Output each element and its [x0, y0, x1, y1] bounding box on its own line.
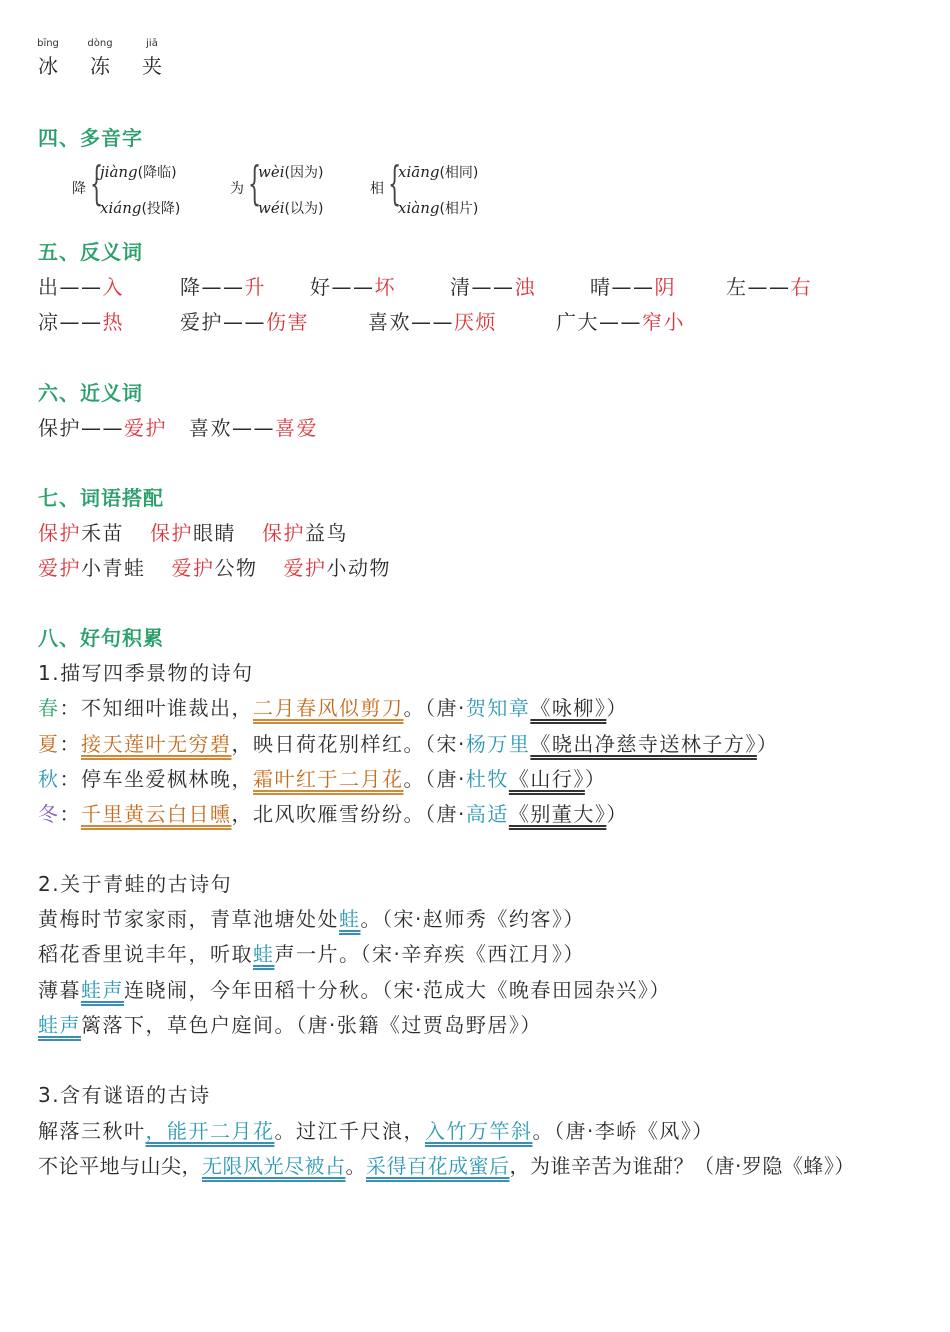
- section-4-title: 四、多音字: [38, 126, 143, 150]
- collocation: 爱护公物: [171, 556, 258, 580]
- brace-icon: {: [90, 156, 104, 210]
- antonym-pair: 爱护——伤害: [180, 310, 309, 334]
- frog-line: 稻花香里说丰年，听取蛙声一片。（宋·辛弃疾《西江月》）: [38, 942, 585, 966]
- subheading-frog: 2.关于青蛙的古诗句: [38, 872, 233, 896]
- collocation: 保护禾苗: [38, 521, 124, 545]
- antonym-pair: 广大——窄小: [556, 310, 685, 334]
- frog-line: 黄梅时节家家雨，青草池塘处处蛙。（宋·赵师秀《约客》）: [38, 907, 585, 931]
- antonym-pair: 喜欢——厌烦: [368, 310, 497, 334]
- antonym-pair: 清——浊: [450, 275, 536, 299]
- section-7-title: 七、词语搭配: [38, 486, 164, 510]
- collocation: 爱护小动物: [283, 556, 391, 580]
- collocation: 爱护小青蛙: [38, 556, 146, 580]
- season-line-autumn: 秋：停车坐爱枫林晚，霜叶红于二月花。（唐·杜牧《山行》）: [38, 767, 607, 791]
- riddle-line-bee: 不论平地与山尖，无限风光尽被占。采得百花成蜜后，为谁辛苦为谁甜？（唐·罗隐《蜂》）: [38, 1154, 855, 1178]
- subheading-riddle: 3.含有谜语的古诗: [38, 1083, 211, 1107]
- collocation-row-1: [38, 517, 348, 546]
- antonym-pair: 出——入: [38, 275, 124, 299]
- synonym-pair: 保护——爱护: [38, 416, 167, 440]
- frog-line: 蛙声篱落下，草色户庭间。（唐·张籍《过贾岛野居》）: [38, 1013, 542, 1037]
- synonym-pair: 喜欢——喜爱: [189, 416, 318, 440]
- collocation: 保护眼睛: [150, 521, 236, 545]
- antonym-pair: 左——右: [726, 275, 812, 299]
- brace-icon: {: [248, 156, 262, 210]
- antonym-pair: 晴——阴: [590, 275, 676, 299]
- frog-line: 薄暮蛙声连晓闹，今年田稻十分秋。（宋·范成大《晚春田园杂兴》）: [38, 978, 671, 1002]
- synonym-row: [38, 412, 318, 441]
- antonym-pair: 降——升: [180, 275, 266, 299]
- top-words: [28, 38, 184, 79]
- word-dong: dòng 冻: [87, 38, 113, 78]
- season-line-spring: 春：不知细叶谁裁出，二月春风似剪刀。（唐·贺知章《咏柳》）: [38, 696, 628, 720]
- collocation: 保护益鸟: [262, 521, 348, 545]
- section-6-title: 六、近义词: [38, 381, 143, 405]
- brace-icon: {: [388, 156, 402, 210]
- collocation-row-2: [38, 552, 391, 581]
- riddle-line-wind: 解落三秋叶，能开二月花。过江千尺浪，入竹万竿斜。（唐·李峤《风》）: [38, 1119, 714, 1143]
- season-line-summer: 夏：接天莲叶无穷碧，映日荷花别样红。（宋·杨万里《晓出净慈寺送林子方》）: [38, 732, 779, 756]
- section-8-title: 八、好句积累: [38, 626, 164, 650]
- word-bing: bīng 冰: [37, 38, 59, 78]
- section-5-title: 五、反义词: [38, 240, 143, 264]
- antonym-pair: 凉——热: [38, 310, 124, 334]
- subheading-seasons: 1.描写四季景物的诗句: [38, 661, 254, 685]
- word-jia: jiā 夹: [142, 38, 162, 78]
- season-line-winter: 冬：千里黄云白日曛，北风吹雁雪纷纷。（唐·高适《别董大》）: [38, 802, 628, 826]
- antonym-pair: 好——坏: [310, 275, 396, 299]
